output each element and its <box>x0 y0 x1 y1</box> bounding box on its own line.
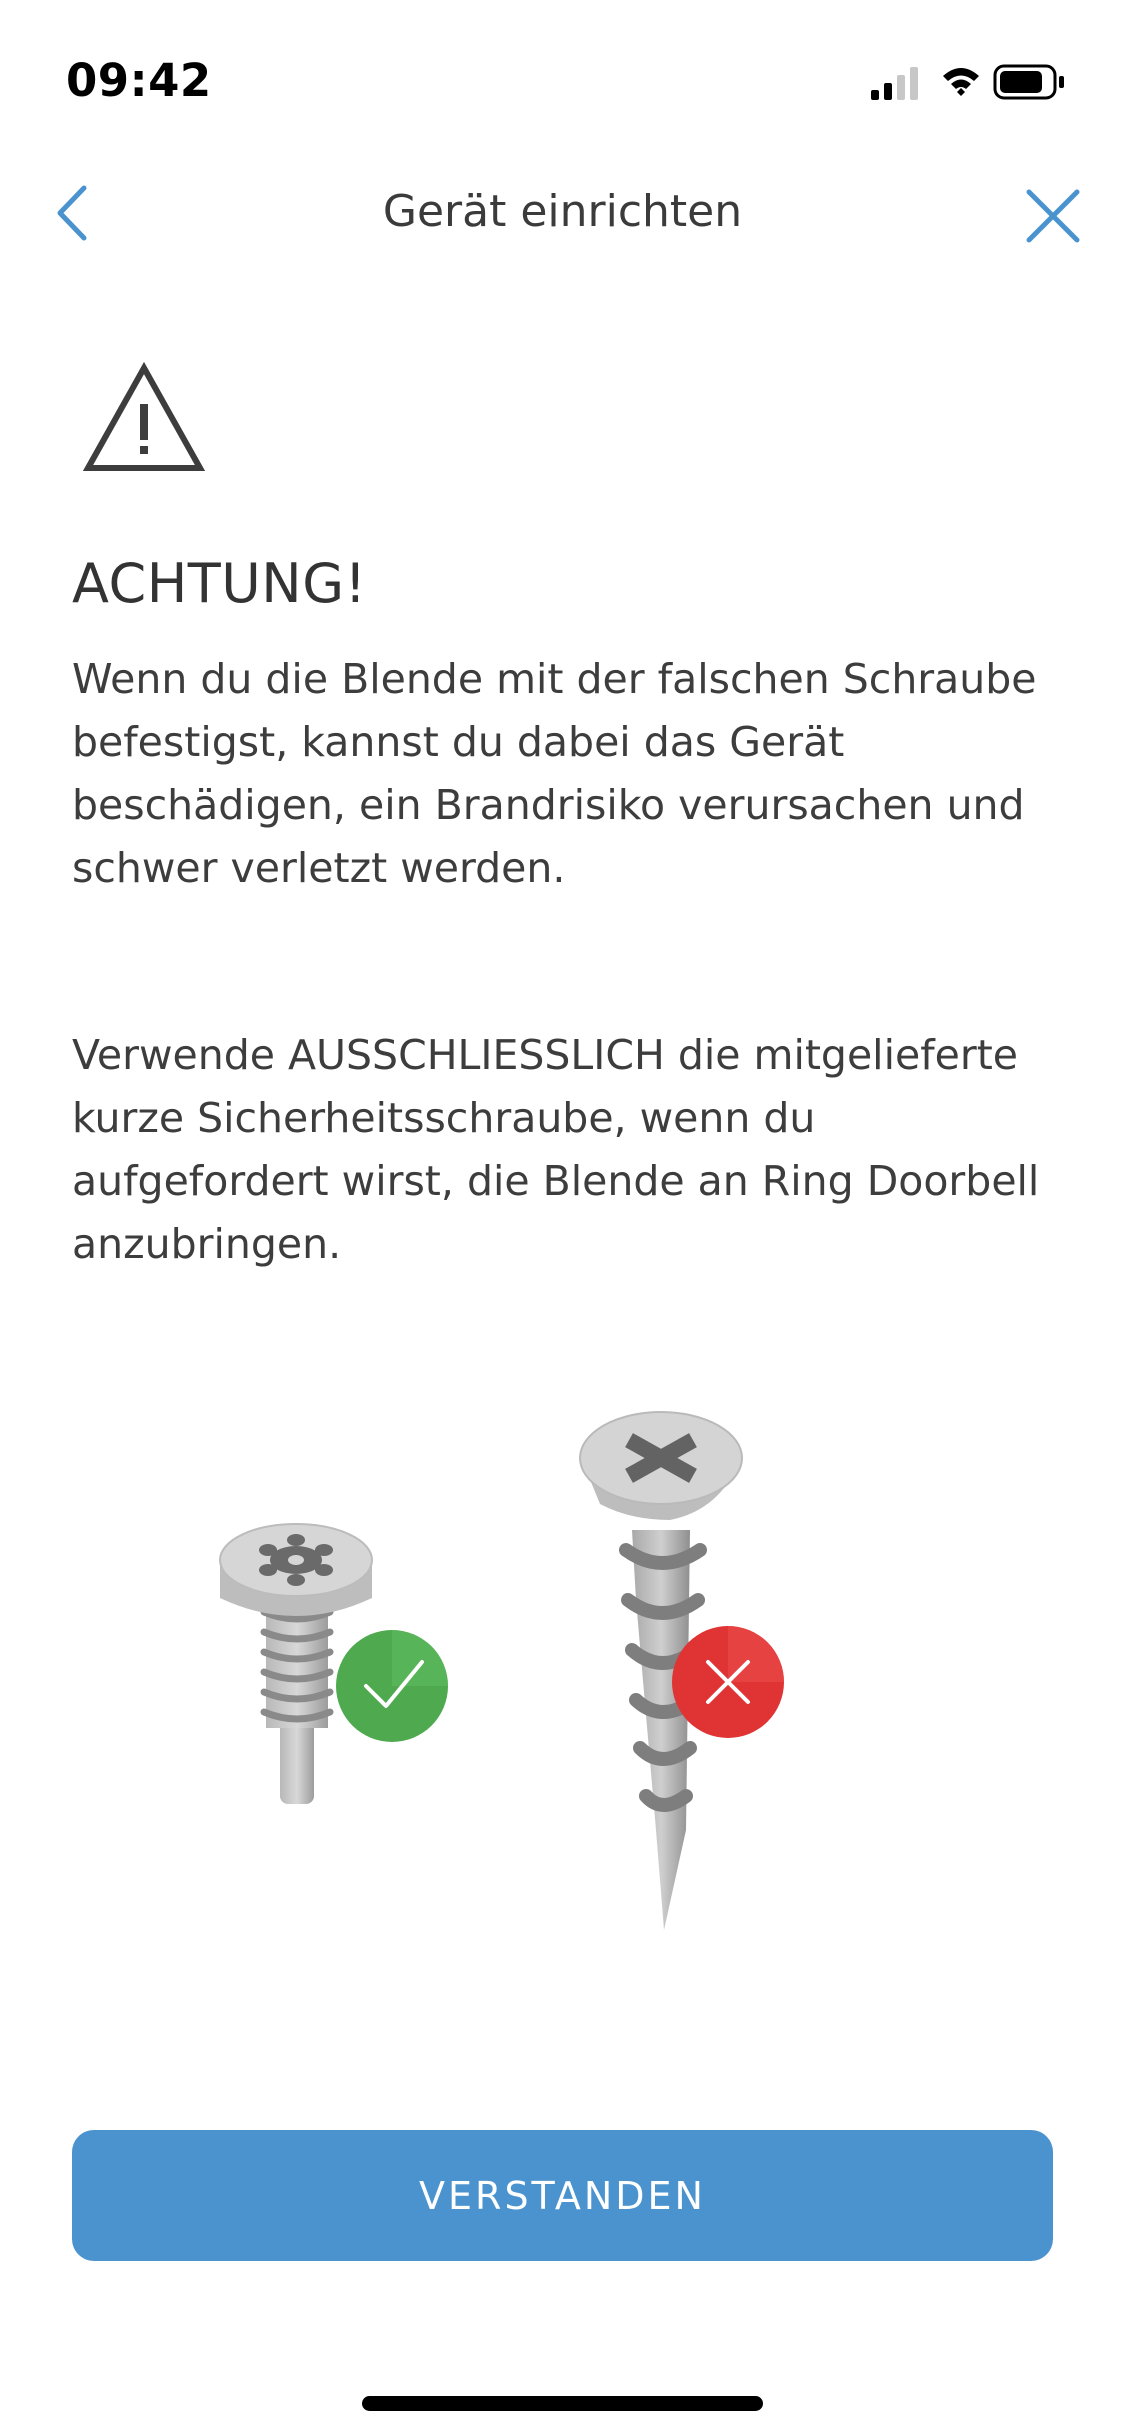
page-title: Gerät einrichten <box>382 186 743 237</box>
instruction-text: Verwende AUSSCHLIESSLICH die mitgelieferte kurze Sicherheitsschraube, wenn du aufgefordert wirst, die Blende an Ring Doorbell anzubringen. <box>72 1031 1040 1268</box>
warning-text: Wenn du die Blende mit der falschen Schraube befestigst, kannst du dabei das Gerät beschädigen, ein Brandrisiko verursachen und schwer verletzt werden. <box>72 655 1037 892</box>
home-indicator <box>362 2396 763 2411</box>
navigation-bar <box>0 160 1125 270</box>
warning-heading: ACHTUNG! <box>72 552 367 615</box>
battery-icon <box>995 66 1064 98</box>
status-time: 09:42 <box>66 54 212 107</box>
wrong-badge-close-icon <box>672 1626 784 1738</box>
screw-comparison-illustration <box>200 1400 920 1940</box>
status-bar <box>0 0 1125 132</box>
warning-triangle-icon <box>82 362 206 474</box>
understood-button[interactable]: VERSTANDEN <box>72 2130 1053 2261</box>
wifi-icon <box>943 68 979 96</box>
close-icon[interactable] <box>1019 182 1087 250</box>
checkmark-icon <box>336 1630 448 1742</box>
cellular-signal-icon <box>871 67 918 100</box>
status-icons <box>871 62 1091 102</box>
